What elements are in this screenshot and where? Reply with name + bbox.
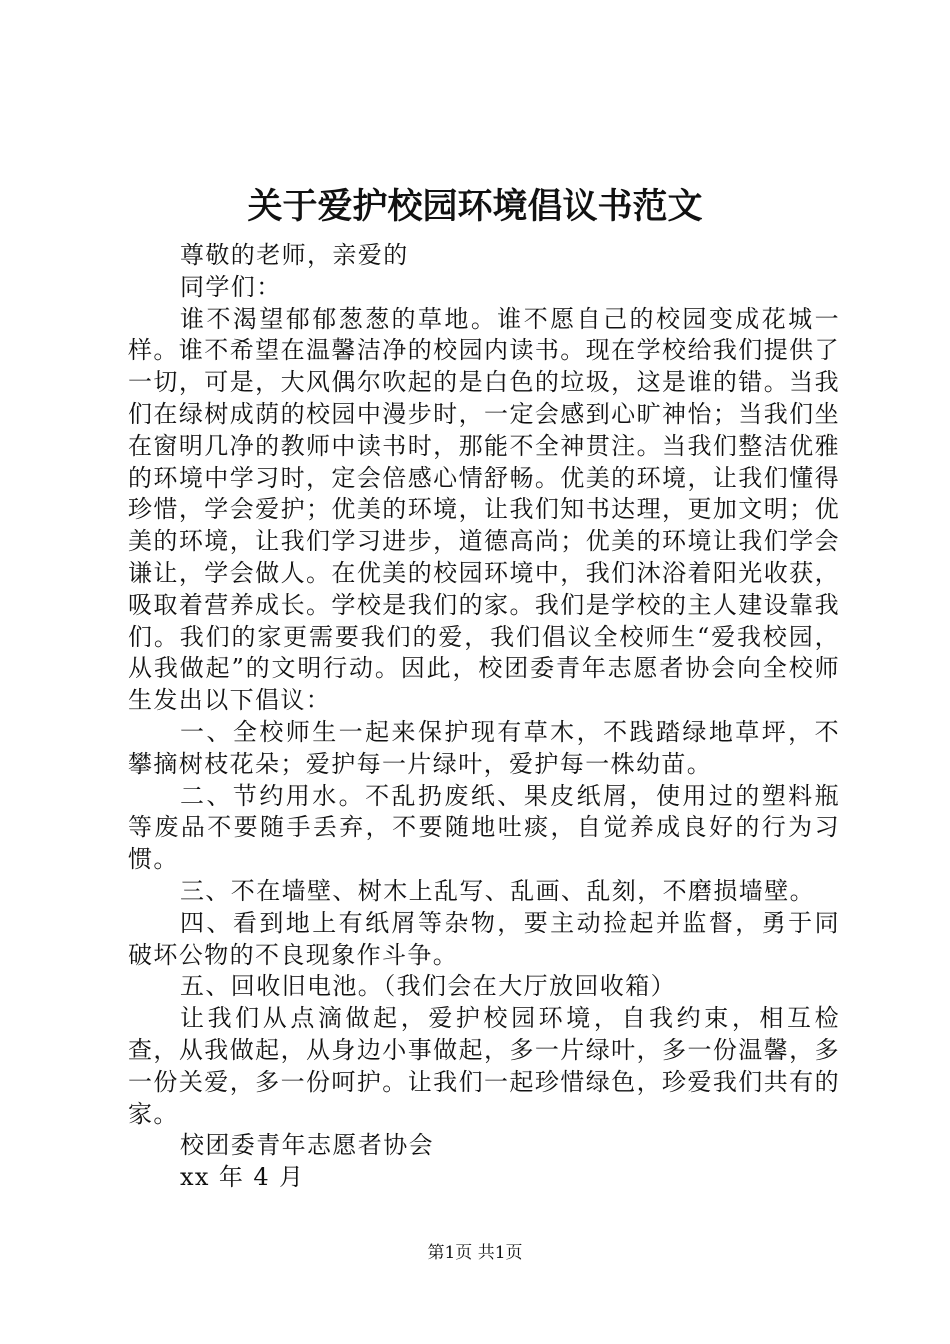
paragraph-intro: 谁不渴望郁郁葱葱的草地。谁不愿自己的校园变成花城一样。谁不希望在温馨洁净的校园内读书。现在学校给我们提供了一切，可是，大风偶尔吹起的是白色的垃圾，这是谁的错。当我们在绿树成荫的校园中漫步时，一定会感到心旷神怡；当我们坐在窗明几净的教师中读书时，那能不全神贯注。当我们整洁优雅的环境中学习时，定会倍感心情舒畅。优美的环境，让我们懂得珍惜，学会爱护；优美的环境，让我们知书达理，更加文明；优美的环境，让我们学习进步，道德高尚；优美的环境让我们学会谦让，学会做人。在优美的校园环境中，我们沐浴着阳光收获，吸取着营养成长。学校是我们的家。我们是学校的主人建设靠我们。我们的家更需要我们的爱，我们倡议全校师生“爱我校园，从我做起”的文明行动。因此，校团委青年志愿者协会向全校师生发出以下倡议： — [128, 304, 840, 715]
greeting-line-1: 尊敬的老师，亲爱的 — [180, 241, 409, 269]
greeting-line-2: 同学们： — [180, 272, 282, 301]
date: xx 年 4 月 — [180, 1163, 305, 1192]
signature: 校团委青年志愿者协会 — [180, 1131, 434, 1160]
document-body — [128, 240, 840, 1194]
page-footer: 第1页 共1页 — [427, 1243, 523, 1263]
paragraph-proposal-5: 五、回收旧电池。（我们会在大厅放回收箱） — [180, 972, 676, 1001]
document-title: 关于爱护校园环境倡议书范文 — [247, 186, 703, 227]
paragraph-proposal-2: 二、节约用水。不乱扔废纸、果皮纸屑，使用过的塑料瓶等废品不要随手丢弃，不要随地吐痰，自觉养成良好的行为习惯。 — [128, 781, 840, 874]
paragraph-proposal-1: 一、全校师生一起来保护现有草木，不践踏绿地草坪，不攀摘树枝花朵；爱护每一片绿叶，爱护每一株幼苗。 — [128, 717, 840, 778]
paragraph-proposal-4: 四、看到地上有纸屑等杂物，要主动捡起并监督，勇于同破坏公物的不良现象作斗争。 — [128, 908, 840, 969]
paragraph-proposal-3: 三、不在墙壁、树木上乱写、乱画、乱刻，不磨损墙壁。 — [180, 876, 815, 905]
paragraph-closing: 让我们从点滴做起，爱护校园环境，自我约束，相互检查，从我做起，从身边小事做起，多一片绿叶，多一份温馨，多一份关爱，多一份呵护。让我们一起珍惜绿色，珍爱我们共有的家。 — [128, 1004, 840, 1128]
